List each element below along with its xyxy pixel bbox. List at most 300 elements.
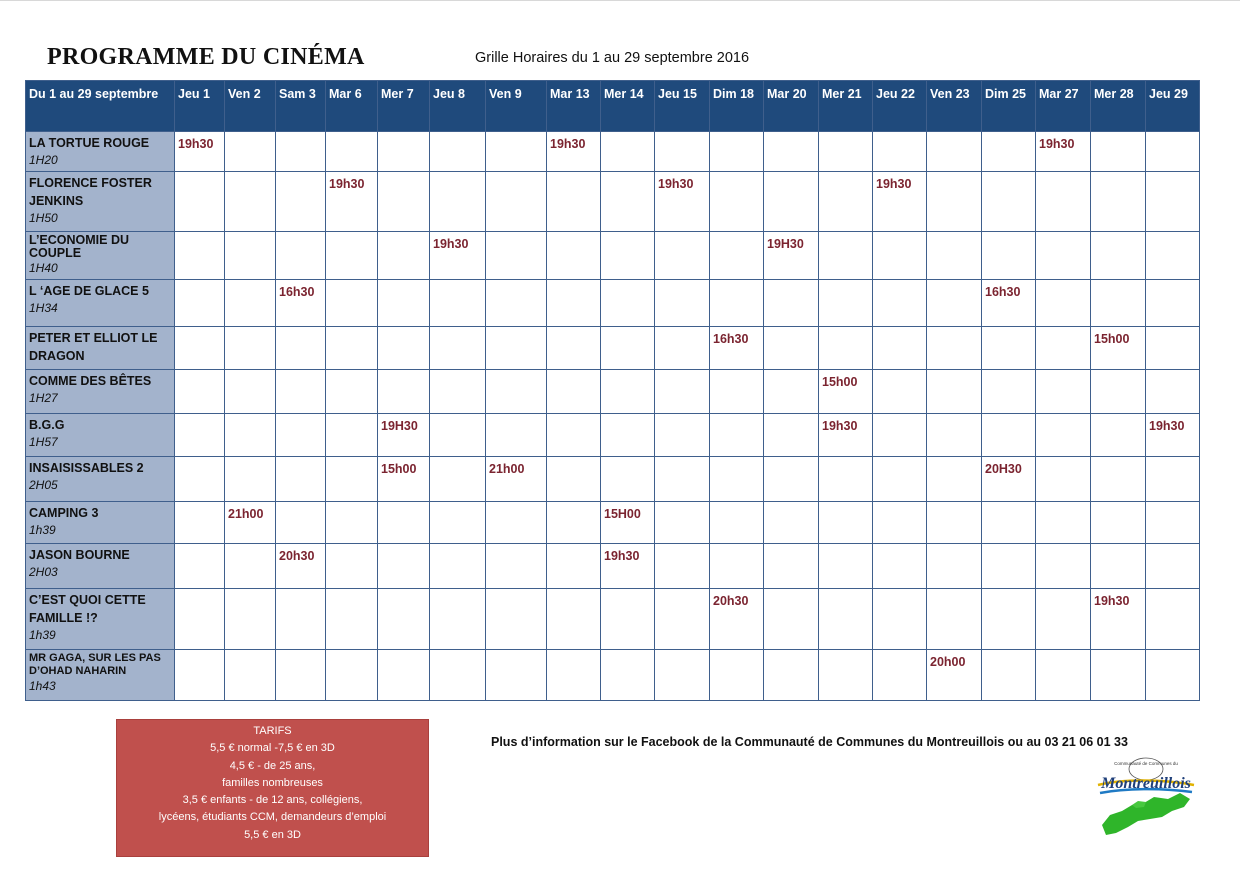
- empty-cell: [276, 502, 326, 544]
- day-header: Jeu 1: [175, 81, 225, 132]
- empty-cell: [1146, 544, 1200, 589]
- empty-cell: [655, 457, 710, 502]
- empty-cell: [486, 280, 547, 327]
- empty-cell: [982, 589, 1036, 650]
- film-duration: 1H27: [29, 391, 58, 405]
- film-title: LA TORTUE ROUGE: [29, 136, 150, 150]
- film-duration: 1h39: [29, 523, 56, 537]
- empty-cell: [547, 280, 601, 327]
- empty-cell: [1146, 370, 1200, 414]
- empty-cell: [1146, 502, 1200, 544]
- empty-cell: [1036, 589, 1091, 650]
- empty-cell: [486, 650, 547, 701]
- empty-cell: [276, 232, 326, 280]
- empty-cell: [601, 232, 655, 280]
- empty-cell: [276, 414, 326, 457]
- tarif-line: 5,5 € en 3D: [244, 828, 301, 841]
- day-header: Jeu 29: [1146, 81, 1200, 132]
- empty-cell: [1036, 650, 1091, 701]
- top-border-line: [0, 0, 1240, 1]
- empty-cell: [764, 650, 819, 701]
- empty-cell: [982, 414, 1036, 457]
- film-duration: 1h43: [29, 679, 56, 693]
- film-title: FLORENCE FOSTER JENKINS: [29, 176, 152, 208]
- empty-cell: [378, 132, 430, 172]
- film-row: [26, 172, 1200, 232]
- film-duration: 1h39: [29, 628, 56, 642]
- empty-cell: [378, 544, 430, 589]
- empty-cell: [601, 370, 655, 414]
- empty-cell: [873, 132, 927, 172]
- empty-cell: [1146, 232, 1200, 280]
- day-header: Mer 7: [378, 81, 430, 132]
- empty-cell: [486, 502, 547, 544]
- empty-cell: [655, 544, 710, 589]
- empty-cell: [982, 132, 1036, 172]
- showtime-cell: 19h30: [430, 232, 486, 280]
- tarifs-heading: TARIFS: [253, 725, 292, 737]
- empty-cell: [1091, 132, 1146, 172]
- film-title: JASON BOURNE: [29, 548, 130, 562]
- empty-cell: [1091, 544, 1146, 589]
- empty-cell: [601, 650, 655, 701]
- empty-cell: [764, 502, 819, 544]
- empty-cell: [326, 132, 378, 172]
- empty-cell: [430, 414, 486, 457]
- empty-cell: [430, 589, 486, 650]
- film-row: [26, 414, 1200, 457]
- empty-cell: [927, 172, 982, 232]
- empty-cell: [378, 650, 430, 701]
- showtime-cell: 20H30: [982, 457, 1036, 502]
- empty-cell: [430, 457, 486, 502]
- film-row: [26, 544, 1200, 589]
- empty-cell: [326, 457, 378, 502]
- empty-cell: [927, 327, 982, 370]
- logo-graphic: [1092, 755, 1200, 837]
- empty-cell: [655, 232, 710, 280]
- empty-cell: [1146, 132, 1200, 172]
- empty-cell: [819, 650, 873, 701]
- film-duration: 1H34: [29, 301, 58, 315]
- showtime-cell: 15h00: [819, 370, 873, 414]
- showtime-cell: 16h30: [276, 280, 326, 327]
- empty-cell: [1091, 414, 1146, 457]
- film-cell: [26, 650, 175, 701]
- empty-cell: [547, 232, 601, 280]
- showtime-cell: 19h30: [655, 172, 710, 232]
- empty-cell: [175, 544, 225, 589]
- film-row: [26, 370, 1200, 414]
- empty-cell: [225, 232, 276, 280]
- film-cell: [26, 172, 175, 232]
- film-duration: 1H57: [29, 435, 58, 449]
- empty-cell: [547, 544, 601, 589]
- empty-cell: [927, 232, 982, 280]
- day-header: Mar 13: [547, 81, 601, 132]
- showtime-cell: 20h30: [276, 544, 326, 589]
- showtime-cell: 20h30: [710, 589, 764, 650]
- empty-cell: [326, 502, 378, 544]
- tarif-line: familles nombreuses: [222, 776, 323, 789]
- empty-cell: [819, 544, 873, 589]
- empty-cell: [819, 132, 873, 172]
- empty-cell: [601, 280, 655, 327]
- showtime-cell: 19h30: [175, 132, 225, 172]
- empty-cell: [175, 457, 225, 502]
- empty-cell: [225, 370, 276, 414]
- showtime-cell: 19h30: [547, 132, 601, 172]
- empty-cell: [486, 232, 547, 280]
- schedule-table: [25, 80, 1200, 701]
- film-cell: [26, 232, 175, 280]
- showtime-cell: 19h30: [326, 172, 378, 232]
- showtime-cell: 16h30: [982, 280, 1036, 327]
- empty-cell: [1036, 172, 1091, 232]
- empty-cell: [430, 172, 486, 232]
- empty-cell: [547, 650, 601, 701]
- empty-cell: [710, 232, 764, 280]
- empty-cell: [486, 544, 547, 589]
- film-title: L ‘AGE DE GLACE 5: [29, 284, 149, 298]
- tarifs-box: [116, 719, 429, 857]
- empty-cell: [927, 414, 982, 457]
- empty-cell: [655, 327, 710, 370]
- empty-cell: [378, 280, 430, 327]
- empty-cell: [873, 502, 927, 544]
- empty-cell: [982, 172, 1036, 232]
- film-cell: [26, 280, 175, 327]
- empty-cell: [1091, 457, 1146, 502]
- empty-cell: [547, 327, 601, 370]
- showtime-cell: 20h00: [927, 650, 982, 701]
- empty-cell: [764, 370, 819, 414]
- empty-cell: [982, 370, 1036, 414]
- logo-top-text: Communauté de Communes du: [1114, 761, 1178, 766]
- tarif-line: 5,5 € normal -7,5 € en 3D: [210, 742, 335, 755]
- empty-cell: [326, 544, 378, 589]
- empty-cell: [225, 327, 276, 370]
- empty-cell: [430, 502, 486, 544]
- empty-cell: [655, 132, 710, 172]
- empty-cell: [655, 589, 710, 650]
- empty-cell: [430, 132, 486, 172]
- empty-cell: [819, 502, 873, 544]
- empty-cell: [873, 327, 927, 370]
- empty-cell: [326, 414, 378, 457]
- empty-cell: [1036, 457, 1091, 502]
- empty-cell: [1036, 370, 1091, 414]
- showtime-cell: 15h00: [378, 457, 430, 502]
- empty-cell: [1091, 650, 1146, 701]
- schedule-header-row: [26, 81, 1200, 132]
- empty-cell: [1036, 544, 1091, 589]
- showtime-cell: 19H30: [764, 232, 819, 280]
- empty-cell: [547, 172, 601, 232]
- svg-text:Communauté de Communes du: [1114, 761, 1178, 766]
- showtime-cell: 19h30: [1146, 414, 1200, 457]
- page-title: PROGRAMME DU CINÉMA: [47, 44, 365, 70]
- empty-cell: [873, 457, 927, 502]
- day-header: Jeu 22: [873, 81, 927, 132]
- empty-cell: [1146, 172, 1200, 232]
- empty-cell: [819, 589, 873, 650]
- film-row: [26, 132, 1200, 172]
- empty-cell: [378, 502, 430, 544]
- empty-cell: [764, 172, 819, 232]
- day-header: Ven 23: [927, 81, 982, 132]
- empty-cell: [1146, 327, 1200, 370]
- empty-cell: [486, 589, 547, 650]
- empty-cell: [326, 589, 378, 650]
- empty-cell: [764, 132, 819, 172]
- showtime-cell: 15H00: [601, 502, 655, 544]
- empty-cell: [819, 280, 873, 327]
- empty-cell: [819, 172, 873, 232]
- empty-cell: [547, 414, 601, 457]
- logo-name: Montreuillois: [1101, 775, 1191, 792]
- film-cell: [26, 370, 175, 414]
- empty-cell: [276, 650, 326, 701]
- showtime-cell: 19h30: [1091, 589, 1146, 650]
- empty-cell: [225, 457, 276, 502]
- empty-cell: [326, 370, 378, 414]
- empty-cell: [655, 650, 710, 701]
- empty-cell: [927, 370, 982, 414]
- empty-cell: [601, 589, 655, 650]
- empty-cell: [378, 172, 430, 232]
- empty-cell: [873, 544, 927, 589]
- empty-cell: [175, 370, 225, 414]
- empty-cell: [873, 370, 927, 414]
- showtime-cell: 21h00: [486, 457, 547, 502]
- empty-cell: [710, 502, 764, 544]
- empty-cell: [655, 370, 710, 414]
- empty-cell: [276, 172, 326, 232]
- empty-cell: [927, 544, 982, 589]
- empty-cell: [710, 370, 764, 414]
- empty-cell: [710, 132, 764, 172]
- showtime-cell: 19h30: [819, 414, 873, 457]
- empty-cell: [225, 280, 276, 327]
- empty-cell: [1091, 502, 1146, 544]
- film-row: [26, 589, 1200, 650]
- header-period: Du 1 au 29 septembre: [26, 81, 175, 132]
- empty-cell: [326, 232, 378, 280]
- day-header: Ven 2: [225, 81, 276, 132]
- tarif-line: lycéens, étudiants CCM, demandeurs d’emploi: [158, 811, 387, 824]
- film-cell: [26, 414, 175, 457]
- film-title: COMME DES BÊTES: [29, 374, 152, 388]
- empty-cell: [982, 232, 1036, 280]
- film-duration: 1H50: [29, 211, 58, 225]
- empty-cell: [326, 280, 378, 327]
- empty-cell: [175, 502, 225, 544]
- film-title: CAMPING 3: [29, 506, 99, 520]
- day-header: Mar 20: [764, 81, 819, 132]
- empty-cell: [927, 502, 982, 544]
- empty-cell: [225, 172, 276, 232]
- film-row: [26, 327, 1200, 370]
- empty-cell: [276, 589, 326, 650]
- film-row: [26, 457, 1200, 502]
- empty-cell: [378, 232, 430, 280]
- empty-cell: [601, 414, 655, 457]
- film-cell: [26, 132, 175, 172]
- empty-cell: [710, 172, 764, 232]
- empty-cell: [819, 232, 873, 280]
- empty-cell: [982, 544, 1036, 589]
- empty-cell: [764, 589, 819, 650]
- day-header: Sam 3: [276, 81, 326, 132]
- film-row: [26, 232, 1200, 280]
- day-header: Mer 28: [1091, 81, 1146, 132]
- empty-cell: [175, 172, 225, 232]
- day-header: Mer 14: [601, 81, 655, 132]
- empty-cell: [547, 370, 601, 414]
- empty-cell: [276, 370, 326, 414]
- empty-cell: [764, 414, 819, 457]
- empty-cell: [547, 457, 601, 502]
- empty-cell: [276, 132, 326, 172]
- film-duration: 1H40: [29, 261, 58, 275]
- empty-cell: [1091, 370, 1146, 414]
- empty-cell: [819, 457, 873, 502]
- showtime-cell: 19H30: [378, 414, 430, 457]
- empty-cell: [982, 327, 1036, 370]
- empty-cell: [175, 280, 225, 327]
- day-header: Dim 18: [710, 81, 764, 132]
- empty-cell: [1091, 232, 1146, 280]
- film-row: [26, 502, 1200, 544]
- day-header: Ven 9: [486, 81, 547, 132]
- showtime-cell: 16h30: [710, 327, 764, 370]
- empty-cell: [430, 650, 486, 701]
- empty-cell: [927, 457, 982, 502]
- empty-cell: [276, 327, 326, 370]
- page-subtitle: Grille Horaires du 1 au 29 septembre 2016: [475, 50, 750, 66]
- film-title: INSAISISSABLES 2: [29, 461, 144, 475]
- empty-cell: [175, 232, 225, 280]
- empty-cell: [175, 327, 225, 370]
- film-row: [26, 650, 1200, 701]
- film-title: C’EST QUOI CETTE FAMILLE !?: [29, 593, 146, 625]
- empty-cell: [430, 370, 486, 414]
- empty-cell: [486, 327, 547, 370]
- showtime-cell: 19h30: [1036, 132, 1091, 172]
- empty-cell: [547, 502, 601, 544]
- empty-cell: [430, 280, 486, 327]
- film-cell: [26, 502, 175, 544]
- empty-cell: [819, 327, 873, 370]
- empty-cell: [710, 544, 764, 589]
- empty-cell: [175, 650, 225, 701]
- film-cell: [26, 544, 175, 589]
- empty-cell: [486, 132, 547, 172]
- showtime-cell: 19h30: [601, 544, 655, 589]
- film-duration: 1H20: [29, 153, 58, 167]
- day-header: Mar 6: [326, 81, 378, 132]
- empty-cell: [378, 589, 430, 650]
- empty-cell: [710, 280, 764, 327]
- empty-cell: [378, 370, 430, 414]
- empty-cell: [982, 650, 1036, 701]
- empty-cell: [175, 589, 225, 650]
- empty-cell: [764, 280, 819, 327]
- empty-cell: [710, 650, 764, 701]
- day-header: Jeu 8: [430, 81, 486, 132]
- film-title: PETER ET ELLIOT LE DRAGON: [29, 331, 158, 363]
- empty-cell: [486, 414, 547, 457]
- empty-cell: [225, 544, 276, 589]
- empty-cell: [175, 414, 225, 457]
- film-title: B.G.G: [29, 418, 65, 432]
- empty-cell: [1146, 280, 1200, 327]
- film-title: L’ECONOMIE DU COUPLE: [29, 233, 130, 260]
- empty-cell: [601, 172, 655, 232]
- film-cell: [26, 589, 175, 650]
- film-duration: 2H03: [29, 565, 58, 579]
- showtime-cell: 21h00: [225, 502, 276, 544]
- empty-cell: [276, 457, 326, 502]
- empty-cell: [601, 327, 655, 370]
- day-header: Jeu 15: [655, 81, 710, 132]
- empty-cell: [873, 280, 927, 327]
- empty-cell: [225, 650, 276, 701]
- empty-cell: [1091, 280, 1146, 327]
- empty-cell: [873, 414, 927, 457]
- empty-cell: [486, 370, 547, 414]
- empty-cell: [655, 414, 710, 457]
- empty-cell: [873, 232, 927, 280]
- empty-cell: [326, 327, 378, 370]
- empty-cell: [547, 589, 601, 650]
- showtime-cell: 19h30: [873, 172, 927, 232]
- tarif-line: 4,5 € - de 25 ans,: [229, 759, 316, 772]
- film-duration: 2H05: [29, 478, 58, 492]
- empty-cell: [982, 502, 1036, 544]
- empty-cell: [1146, 650, 1200, 701]
- empty-cell: [378, 327, 430, 370]
- film-title: MR GAGA, SUR LES PAS D’OHAD NAHARIN: [29, 652, 161, 677]
- montreuillois-logo: [1092, 755, 1200, 837]
- empty-cell: [655, 280, 710, 327]
- info-text: Plus d’information sur le Facebook de la Communauté de Communes du Montreuillois ou au 03 21 06 01 33: [491, 735, 1128, 749]
- empty-cell: [873, 589, 927, 650]
- empty-cell: [927, 589, 982, 650]
- empty-cell: [764, 457, 819, 502]
- empty-cell: [601, 132, 655, 172]
- empty-cell: [710, 457, 764, 502]
- empty-cell: [1036, 414, 1091, 457]
- empty-cell: [1036, 327, 1091, 370]
- empty-cell: [1146, 457, 1200, 502]
- empty-cell: [927, 280, 982, 327]
- empty-cell: [225, 414, 276, 457]
- showtime-cell: 15h00: [1091, 327, 1146, 370]
- empty-cell: [764, 327, 819, 370]
- empty-cell: [927, 132, 982, 172]
- empty-cell: [1091, 172, 1146, 232]
- empty-cell: [710, 414, 764, 457]
- empty-cell: [1146, 589, 1200, 650]
- day-header: Mar 27: [1036, 81, 1091, 132]
- empty-cell: [430, 327, 486, 370]
- tarif-line: 3,5 € enfants - de 12 ans, collégiens,: [182, 794, 363, 807]
- empty-cell: [326, 650, 378, 701]
- empty-cell: [873, 650, 927, 701]
- day-header: Dim 25: [982, 81, 1036, 132]
